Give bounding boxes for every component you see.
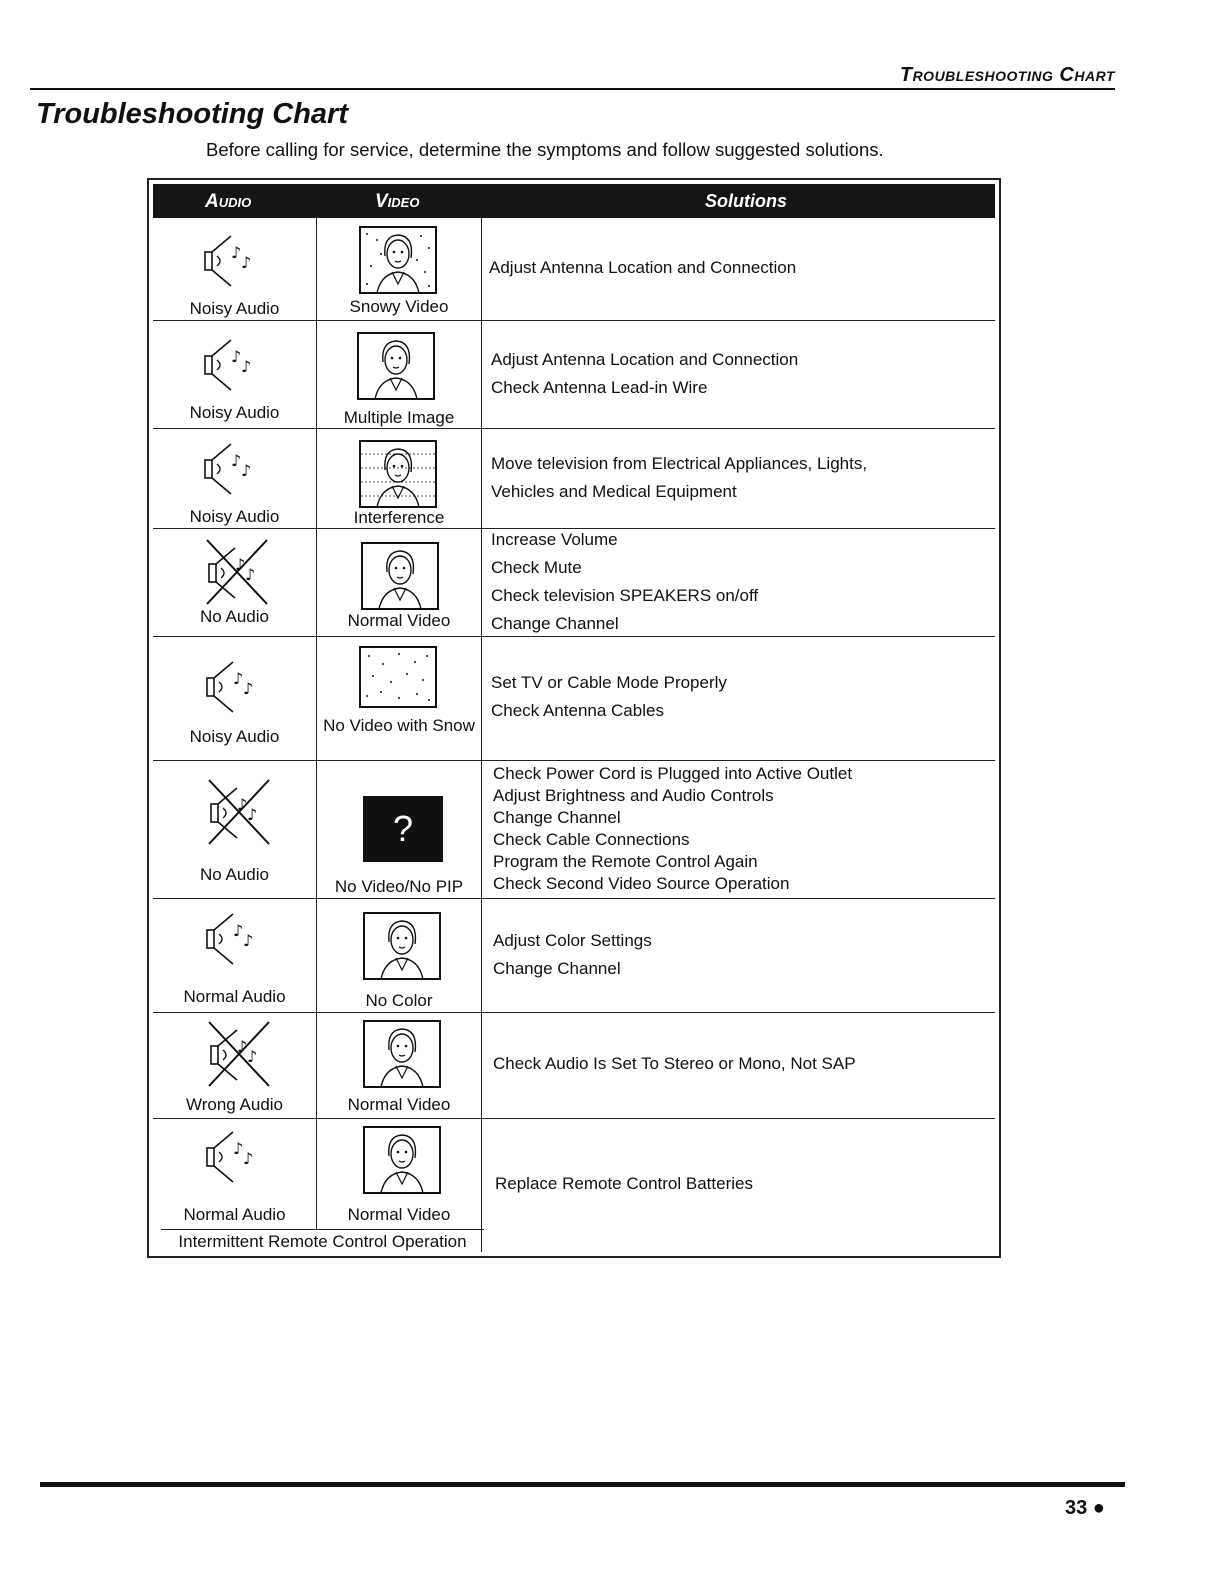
speaker-icon xyxy=(205,654,265,720)
row-1-video: Snowy Video xyxy=(349,297,449,316)
page-title: Troubleshooting Chart xyxy=(36,98,349,130)
row-2-video: Multiple Image xyxy=(343,408,455,427)
row-8-audio: Wrong Audio xyxy=(185,1095,284,1114)
solution-item: Check Second Video Source Operation xyxy=(493,874,790,893)
row-1-audio: Noisy Audio xyxy=(189,299,280,318)
row-divider xyxy=(153,320,995,321)
row-9-solutions xyxy=(495,1170,753,1198)
snow-screen-icon xyxy=(359,646,439,710)
solution-item: Program the Remote Control Again xyxy=(493,852,758,871)
row-9-video: Normal Video xyxy=(347,1205,451,1224)
solution-item: Change Channel xyxy=(493,808,621,827)
solution-item: Check Audio Is Set To Stereo or Mono, Not SAP xyxy=(493,1054,856,1073)
solution-item: Check Antenna Cables xyxy=(491,701,664,720)
row-2-solutions xyxy=(491,346,798,402)
row-6-audio: No Audio xyxy=(200,865,269,884)
solution-item: Move television from Electrical Appliances, Lights, xyxy=(491,454,868,473)
row-4-solutions xyxy=(491,526,758,638)
interference-icon xyxy=(359,440,439,510)
solution-item: Adjust Brightness and Audio Controls xyxy=(493,786,774,805)
solution-item: Adjust Antenna Location and Connection xyxy=(489,258,797,277)
row-9-audio: Normal Audio xyxy=(183,1205,286,1224)
speaker-icon xyxy=(203,436,263,502)
muted-speaker-icon xyxy=(203,1018,275,1090)
row-divider xyxy=(153,898,995,899)
solution-item: Adjust Color Settings xyxy=(493,931,652,950)
solution-item: Check Cable Connections xyxy=(493,830,690,849)
row-3-solutions xyxy=(491,450,867,506)
solution-item: Check Antenna Lead-in Wire xyxy=(491,378,708,397)
no-video-icon: ? xyxy=(363,796,443,862)
muted-speaker-icon xyxy=(201,536,273,608)
no-color-icon xyxy=(363,912,443,982)
row-5-solutions xyxy=(491,669,727,725)
solution-item: Check television SPEAKERS on/off xyxy=(491,586,759,605)
multiple-image-icon xyxy=(357,332,437,402)
page-number: 33 ● xyxy=(1065,1497,1105,1519)
row-2-audio: Noisy Audio xyxy=(189,403,280,422)
solution-item: Adjust Antenna Location and Connection xyxy=(491,350,799,369)
speaker-icon xyxy=(205,906,265,972)
solution-item: Vehicles and Medical Equipment xyxy=(491,482,737,501)
row-8-solutions xyxy=(493,1050,856,1078)
row-7-audio: Normal Audio xyxy=(183,987,286,1006)
row-4-video: Normal Video xyxy=(347,611,451,630)
row-6-video: No Video/No PIP xyxy=(334,877,464,896)
normal-video-icon xyxy=(361,542,441,612)
row-7-video: No Color xyxy=(365,991,433,1010)
row-7-solutions xyxy=(493,927,652,983)
snowy-screen-icon xyxy=(359,226,439,296)
column-divider xyxy=(481,218,482,1252)
table-header xyxy=(153,184,995,218)
row-3-audio: Noisy Audio xyxy=(189,507,280,526)
row-9-note: Intermittent Remote Control Operation xyxy=(161,1229,484,1253)
row-divider xyxy=(153,428,995,429)
header-audio: Audio xyxy=(205,191,252,212)
row-divider xyxy=(153,1118,995,1119)
row-divider xyxy=(153,1012,995,1013)
footer-rule xyxy=(40,1482,1125,1487)
header-rule xyxy=(30,88,1115,90)
header-video: Video xyxy=(375,191,420,212)
solution-item: Check Power Cord is Plugged into Active Outlet xyxy=(493,764,853,783)
muted-speaker-icon xyxy=(203,776,275,848)
row-divider xyxy=(153,760,995,761)
normal-video-icon xyxy=(363,1020,443,1090)
row-8-video: Normal Video xyxy=(347,1095,451,1114)
solution-item: Change Channel xyxy=(491,614,619,633)
running-head: Troubleshooting Chart xyxy=(899,64,1115,86)
normal-video-icon xyxy=(363,1126,443,1196)
row-3-video: Interference xyxy=(353,508,445,527)
row-6-solutions xyxy=(493,763,852,895)
speaker-icon xyxy=(203,332,263,398)
solution-item: Check Mute xyxy=(491,558,582,577)
speaker-icon xyxy=(205,1124,265,1190)
solution-item: Increase Volume xyxy=(491,530,618,549)
solution-item: Change Channel xyxy=(493,959,621,978)
speaker-icon xyxy=(203,228,263,294)
intro-text: Before calling for service, determine the symptoms and follow suggested solutions. xyxy=(206,139,884,160)
row-5-audio: Noisy Audio xyxy=(189,727,280,746)
troubleshooting-table xyxy=(147,178,1001,1258)
row-4-audio: No Audio xyxy=(200,607,269,626)
header-solutions: Solutions xyxy=(705,191,787,211)
solution-item: Replace Remote Control Batteries xyxy=(495,1174,753,1193)
row-5-video: No Video with Snow xyxy=(323,716,475,735)
solution-item: Set TV or Cable Mode Properly xyxy=(491,673,727,692)
row-1-solutions xyxy=(489,254,796,282)
